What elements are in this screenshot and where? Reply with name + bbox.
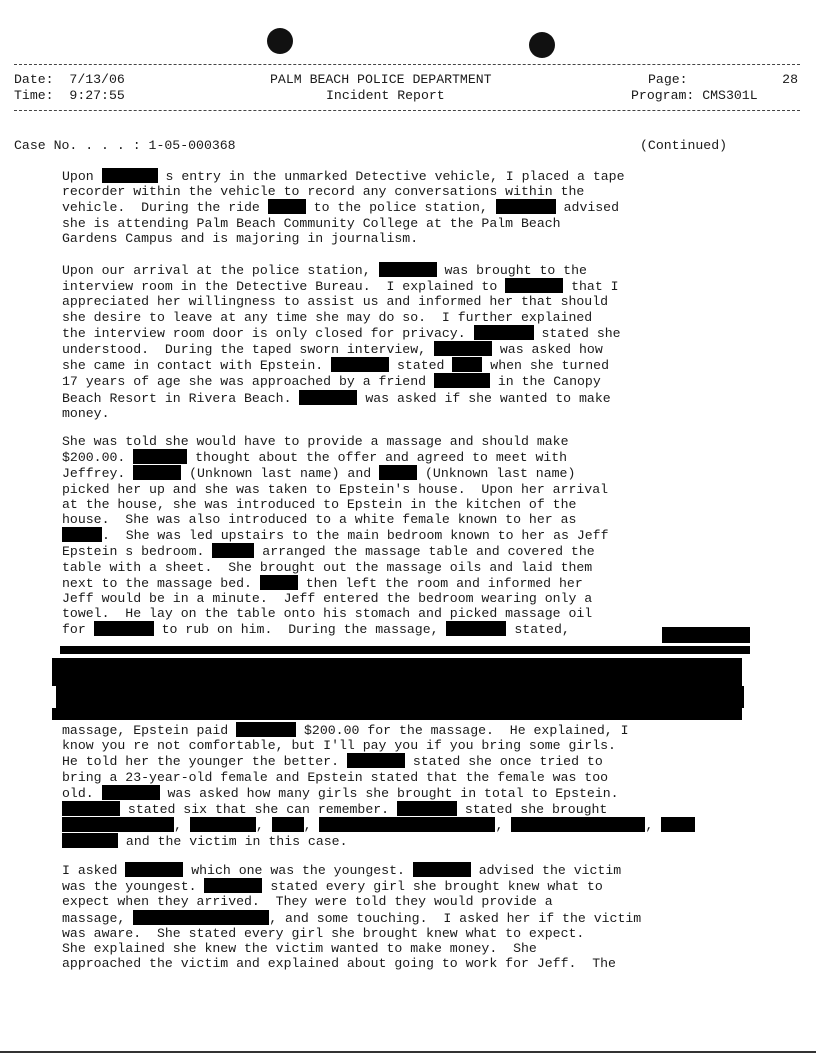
program-label: Program: [631, 88, 695, 103]
text-line: I asked [62, 863, 126, 878]
text-line: massage, Epstein paid [62, 723, 237, 738]
paragraph-2 [62, 262, 621, 421]
redaction-box [52, 658, 742, 686]
redaction-box [496, 199, 556, 214]
text-line: Upon [62, 169, 102, 184]
redaction-box [379, 262, 437, 277]
report-type: Incident Report [326, 88, 445, 103]
text-line: she came in contact with Epstein. [62, 358, 332, 374]
paragraph-4 [62, 722, 695, 850]
redaction-box [268, 199, 306, 214]
text-line: towel. He lay on the table onto his stomach and picked massage oil [62, 606, 593, 622]
text-line: approached the victim and explained about going to work for Jeff. The [62, 956, 616, 972]
redaction-box [133, 449, 187, 464]
redaction-box [56, 686, 744, 708]
text-line: , [303, 818, 320, 834]
text-line: was asked how many girls she brought in total to Epstein. [159, 785, 619, 801]
text-line: stated every girl she brought knew what to [262, 879, 603, 895]
text-line: recorder within the vehicle to record any conversations within the [62, 184, 585, 200]
text-line: to the police station, [305, 200, 496, 216]
paragraph-5 [62, 862, 641, 971]
text-line: that I [563, 279, 619, 295]
redaction-box [94, 621, 154, 636]
text-line: $200.00 for the massage. He explained, I [296, 723, 629, 738]
redaction-box [272, 817, 304, 832]
redaction-box [52, 708, 742, 720]
text-line: bring a 23-year-old female and Epstein stated that the female was too [62, 769, 609, 785]
redaction-box [236, 722, 296, 737]
case-label: Case No. . . . : [14, 138, 141, 153]
redaction-box [379, 465, 417, 480]
redaction-box [511, 817, 645, 832]
text-line: , [495, 818, 512, 834]
text-line: $200.00. [62, 450, 134, 466]
text-line: Upon our arrival at the police station, [62, 263, 379, 278]
text-line: interview room in the Detective Bureau. I explained to [62, 279, 506, 295]
text-line: understood. During the taped sworn interview, [62, 342, 434, 358]
page-label: Page: [648, 72, 688, 87]
continued-label: (Continued) [640, 138, 728, 153]
time-value: 9:27:55 [69, 88, 125, 103]
text-line: She was told she would have to provide a massage and should make [62, 434, 569, 449]
header-bottom-rule [14, 110, 800, 111]
redaction-box [446, 621, 506, 636]
text-line: in the Canopy [489, 374, 601, 390]
header-top-rule [14, 64, 800, 65]
date-row [14, 72, 125, 87]
text-line: (Unknown last name) [417, 466, 576, 482]
date-label: Date: [14, 72, 54, 87]
text-line: which one was the youngest. [183, 863, 413, 878]
redaction-box [212, 543, 254, 558]
text-line: Gardens Campus and is majoring in journalism. [62, 230, 419, 246]
redaction-box [260, 575, 298, 590]
text-line: and the victim in this case. [118, 834, 348, 850]
text-line: money. [62, 405, 110, 421]
text-line: s entry in the unmarked Detective vehicle, I placed a tape [165, 169, 625, 184]
page-bottom-edge [0, 1051, 816, 1053]
text-line: know you re not comfortable, but I'll pay you if you bring some girls. [62, 738, 616, 754]
text-line: the interview room door is only closed for privacy. [62, 325, 474, 341]
redaction-box [62, 801, 120, 816]
date-value: 7/13/06 [69, 72, 125, 87]
redaction-box [661, 817, 695, 832]
redaction-box [190, 817, 256, 832]
redaction-box [331, 357, 389, 372]
text-line: was brought to the [436, 263, 587, 278]
text-line: advised the victim [470, 863, 622, 878]
punch-hole-left [267, 28, 293, 54]
redaction-box [662, 627, 750, 643]
text-line: , [174, 818, 190, 834]
text-line: when she turned [482, 358, 610, 374]
text-line: at the house, she was introduced to Epstein in the kitchen of the [62, 496, 577, 512]
redaction-box [102, 168, 158, 183]
text-line: She explained she knew the victim wanted to make money. She [62, 941, 537, 957]
text-line: house. She was also introduced to a white female known to her as [62, 512, 577, 528]
text-line: was asked how [491, 342, 603, 358]
punch-hole-right [529, 32, 555, 58]
text-line: , and some touching. I asked her if the victim [269, 910, 642, 926]
text-line: (Unknown last name) and [181, 466, 380, 482]
redaction-box [319, 817, 495, 832]
redaction-box [452, 357, 482, 372]
text-line: He told her the younger the better. [62, 754, 347, 770]
redaction-box [434, 373, 490, 388]
redaction-box [133, 465, 181, 480]
text-line: stated, [506, 622, 570, 638]
redaction-box [133, 910, 269, 925]
text-line: massage, [62, 910, 134, 926]
text-line: Beach Resort in Rivera Beach. [62, 390, 300, 406]
paragraph-1 [62, 168, 625, 246]
redaction-box [505, 278, 563, 293]
text-line: was aware. She stated every girl she brought knew what to expect. [62, 925, 585, 941]
redaction-box [102, 785, 160, 800]
redaction-box [299, 390, 357, 405]
text-line: arranged the massage table and covered the [254, 544, 595, 560]
text-line: she desire to leave at any time she may do so. I further explained [62, 309, 593, 325]
text-line: she is attending Palm Beach Community College at the Palm Beach [62, 215, 561, 231]
case-number: 1-05-000368 [148, 138, 236, 153]
text-line: picked her up and she was taken to Epstein's house. Upon her arrival [62, 481, 609, 497]
time-row [14, 88, 125, 103]
text-line: old. [62, 785, 102, 801]
time-label: Time: [14, 88, 54, 103]
text-line: was asked if she wanted to make [357, 390, 611, 406]
text-line: Epstein s bedroom. [62, 544, 213, 560]
redaction-box [125, 862, 183, 877]
case-number-row [14, 138, 236, 153]
text-line: stated she [533, 325, 621, 341]
text-line: stated she brought [456, 802, 608, 818]
redaction-box [204, 878, 262, 893]
text-line: table with a sheet. She brought out the massage oils and laid them [62, 559, 593, 575]
text-line: advised [555, 200, 620, 216]
redaction-box [397, 801, 457, 816]
redaction-box [474, 325, 534, 340]
text-line: was the youngest. [62, 879, 205, 895]
text-line: , [255, 818, 272, 834]
text-line: appreciated her willingness to assist us and informed her that should [62, 294, 609, 310]
text-line: Jeff would be in a minute. Jeff entered the bedroom wearing only a [62, 591, 593, 607]
text-line: 17 years of age she was approached by a friend [62, 374, 434, 390]
redaction-box [60, 646, 750, 654]
text-line: thought about the offer and agreed to meet with [187, 450, 568, 466]
text-line: for [62, 622, 94, 638]
redaction-box [62, 527, 102, 542]
text-line: next to the massage bed. [62, 575, 260, 591]
program-value: CMS301L [702, 88, 758, 103]
text-line: . She was led upstairs to the main bedroom known to her as Jeff [102, 528, 609, 544]
text-line: vehicle. During the ride [62, 200, 268, 216]
text-line: stated she once tried to [404, 754, 603, 770]
redaction-box [434, 341, 492, 356]
redaction-box [62, 833, 118, 848]
text-line: Jeffrey. [62, 466, 134, 482]
redaction-box [62, 817, 174, 832]
department-name: PALM BEACH POLICE DEPARTMENT [270, 72, 492, 87]
text-line: then left the room and informed her [297, 575, 583, 591]
page-number: 28 [782, 72, 798, 87]
redaction-box [347, 753, 405, 768]
paragraph-3 [62, 434, 608, 638]
program-row [631, 88, 758, 103]
text-line: , [645, 818, 662, 834]
redaction-box [413, 862, 471, 877]
text-line: stated [389, 358, 453, 374]
text-line: to rub on him. During the massage, [153, 622, 447, 638]
text-line: expect when they arrived. They were told they would provide a [62, 894, 553, 910]
text-line: stated six that she can remember. [120, 802, 397, 818]
page-row [648, 72, 798, 87]
